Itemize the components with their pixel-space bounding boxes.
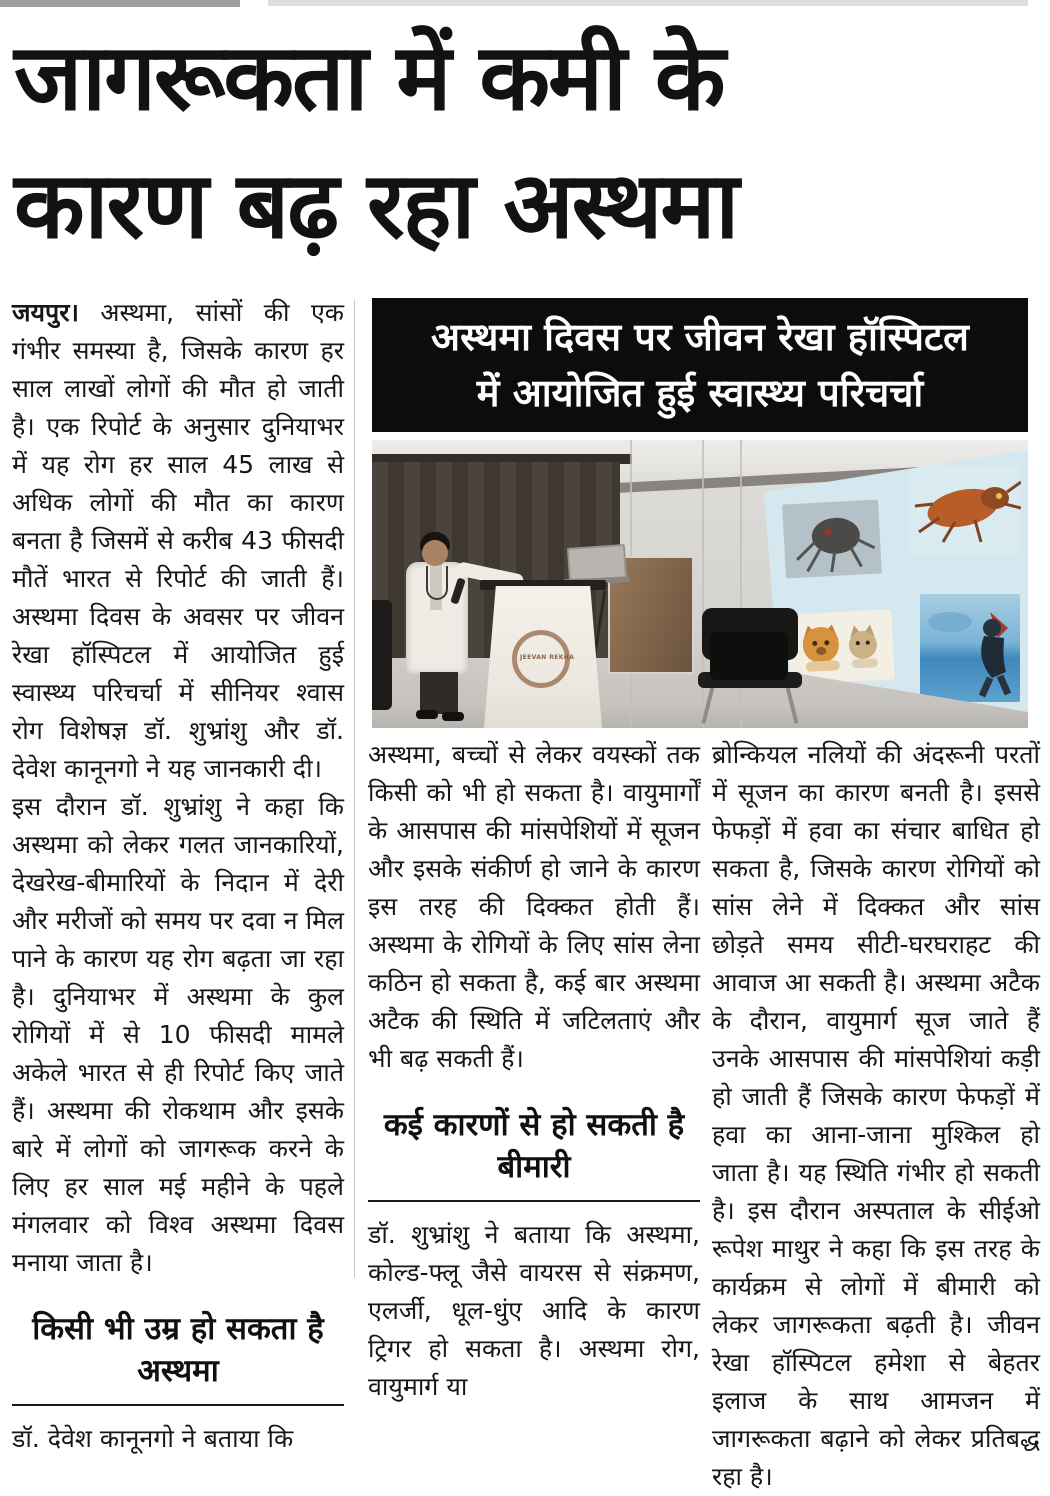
paragraph: अस्थमा, बच्चों से लेकर वयस्कों तक किसी को भी हो सकता है। वायुमार्गों के आसपास की मांसपेशियों में सूजन और इसके संकीर्ण हो जाने के कारण इस तरह की दिक्कत होती हैं। अस्थमा के रोगियों के लिए सांस लेना कठिन हो सकता है, कई बार अस्थमा अटैक की स्थिति में जटिलताएं और भी बढ़ सकती हैं।: [368, 740, 700, 1073]
subheadline-line1: अस्थमा दिवस पर जीवन रेखा हॉस्पिटल: [431, 315, 969, 359]
conference-photo: [372, 440, 1028, 728]
doctor-shoe: [442, 712, 464, 721]
dust-mite-image: [782, 500, 882, 579]
body-column-1: [12, 294, 344, 1453]
hospital-logo-text: JEEVAN REKHA: [520, 654, 575, 661]
top-scan-bar-left: [0, 0, 240, 7]
paragraph: ब्रोन्कियल नलियों की अंदरूनी परतों में सूजन का कारण बनती है। इससे फेफड़ों में हवा का संचार बाधित हो सकता है, जिसके कारण रोगियों को सांस लेने में दिक्कत और सांस छोड़ते समय सीटी-घरघराहट की आवाज आ सकती है। अस्थमा अटैक के दौरान, वायुमार्ग सूज जाते हैं उनके आसपास की मांसपेशियां कड़ी हो जाती हैं जिसके कारण फेफड़ों में हवा का आना-जाना मुश्किल हो जाता है। यह स्थिति गंभीर हो सकती है। इस दौरान अस्पताल के सीईओ रूपेश माथुर ने कहा कि इस तरह के कार्यक्रम से लोगों में बीमारी को लेकर जागरूकता बढ़ती है। जीवन रेखा हॉस्पिटल हमेशा से बेहतर इलाज के साथ आमजन में जागरूकता बढ़ाने को लेकर प्रतिबद्ध रहा है।: [712, 740, 1040, 1491]
paragraph: [12, 294, 344, 788]
column-divider: [354, 300, 355, 1278]
doctor-head: [422, 540, 448, 566]
body-column-3: [712, 736, 1040, 1491]
doctor-pants: [420, 672, 458, 714]
chair-leg: [785, 686, 798, 724]
article-headline: [14, 14, 1028, 270]
stethoscope: [426, 566, 448, 600]
crosshead-rule: [12, 1404, 344, 1406]
doctor-shoe: [416, 710, 438, 719]
dog-and-cat-image: [788, 610, 896, 685]
paragraph: इस दौरान डॉ. शुभ्रांशु ने कहा कि अस्थमा को लेकर गलत जानकारियों, देखरेख-बीमारियों के निदान में देरी और मरीजों को समय पर दवा न मिल पाने के कारण यह रोग बढ़ता जा रहा है। दुनियाभर में अस्थमा के कुल रोगियों में से 10 फीसदी मामले अकेले भारत से ही रिपोर्ट किए जाते हैं। अस्थमा की रोकथाम और इसके बारे में लोगों को जागरूक करने के लिए हर साल मई महीने के पहले मंगलवार को विश्व अस्थमा दिवस मनाया जाता है।: [12, 792, 344, 1277]
swimmer-image: [920, 594, 1020, 702]
dateline: जयपुर।: [12, 298, 79, 327]
body-column-2: [368, 736, 700, 1401]
chair-left-edge: [372, 600, 392, 710]
crosshead-rule: [368, 1200, 700, 1202]
top-scan-bar-right: [268, 0, 1028, 6]
paragraph: डॉ. देवेश कानूनगो ने बताया कि: [12, 1424, 294, 1453]
cockroach-image: [909, 466, 1021, 554]
bag-on-chair: [710, 632, 788, 680]
crosshead-any-age-asthma: किसी भी उम्र हो सकता है अस्थमा: [32, 1311, 324, 1389]
subheadline-line2: में आयोजित हुई स्वास्थ्य परिचर्चा: [476, 371, 924, 415]
paragraph: डॉ. शुभ्रांशु ने बताया कि अस्थमा, कोल्ड-फ्लू जैसे वायरस से संक्रमण, एलर्जी, धूल-धुंए आदि के कारण ट्रिगर हो सकता है। अस्थमा रोग, वायुमार्ग या: [368, 1220, 700, 1401]
headline-line2: कारण बढ़ रहा अस्थमा: [14, 152, 738, 259]
crosshead-many-causes: कई कारणों से हो सकती है बीमारी: [383, 1107, 685, 1185]
paragraph-text: अस्थमा, सांसों की एक गंभीर समस्या है, जिसके कारण हर साल लाखों लोगों की मौत हो जाती है। एक रिपोर्ट के अनुसार दुनियाभर में यह रोग हर साल 45 लाख से अधिक लोगों की मौत का कारण बनता है जिसमें से करीब 43 फीसदी मौतें भारत से रिपोर्ट की जाती हैं। अस्थमा दिवस के अवसर पर जीवन रेखा हॉस्पिटल में आयोजित हुई स्वास्थ्य परिचर्चा में सीनियर श्वास रोग विशेषज्ञ डॉ. शुभ्रांशु और डॉ. देवेश कानूनगो ने यह जानकारी दी।: [12, 298, 344, 783]
subheadline-box: [372, 298, 1028, 432]
headline-line1: जागरूकता में कमी के: [14, 24, 724, 131]
